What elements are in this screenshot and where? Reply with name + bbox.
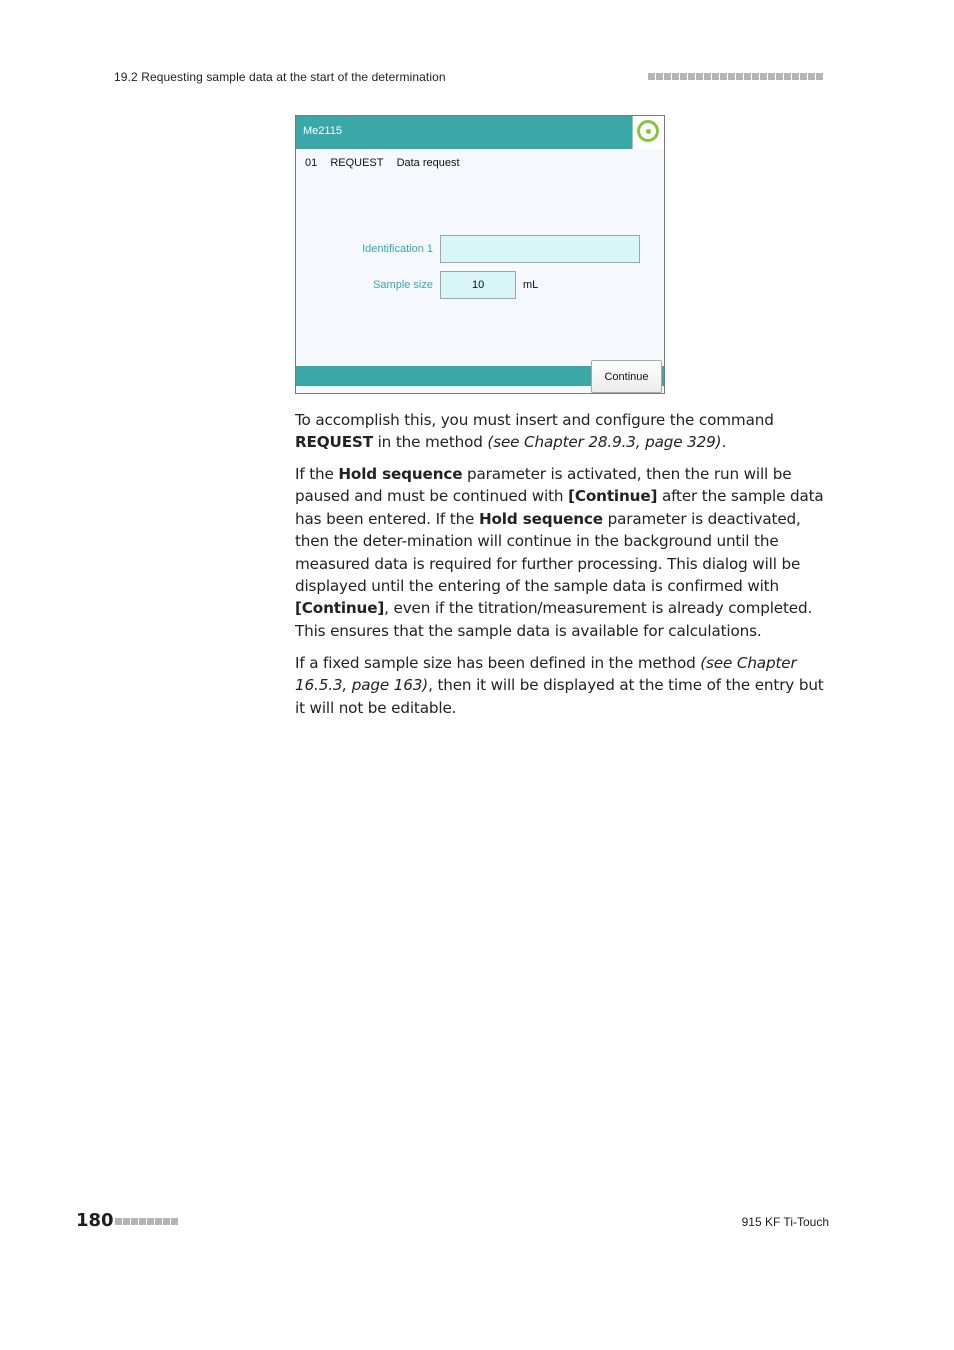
continue-button[interactable]: Continue (591, 360, 662, 393)
status-button[interactable] (632, 116, 664, 149)
device-titlebar (296, 116, 664, 149)
command-ref: REQUEST (295, 433, 373, 452)
sample-size-input[interactable]: 10 (440, 271, 516, 299)
chapter-link[interactable]: (see Chapter 16.5.3, page 163) (295, 654, 797, 695)
command-number: 01 (305, 157, 318, 169)
paragraph-1: To accomplish this, you must insert and configure the command REQUEST in the method (see Chapter 28.9.3, page 329). (295, 411, 774, 452)
paragraph-2: If the Hold sequence parameter is activated, then the run will be paused and must be continued with [Continue] after the sample data has been entered. If the Hold sequence parameter is deactivated, then the deter-mination will continue in the background until the measured data is required for further processing. This dialog will be displayed until the entering of the sample data is confirmed with [Continue], even if the titration/measurement is already completed. This ensures that the sample data is available for calculations. (295, 465, 824, 640)
product-name: 915 KF Ti-Touch (741, 1215, 829, 1229)
command-name: REQUEST (330, 157, 384, 169)
page-number: 180 (76, 1210, 114, 1231)
command-description: Data request (396, 157, 460, 169)
device-title: Me2115 (303, 125, 342, 137)
header-decoration (648, 73, 823, 80)
device-screen (295, 115, 665, 394)
sample-size-label: Sample size (373, 279, 433, 291)
paragraph-3: If a fixed sample size has been defined in the method (see Chapter 16.5.3, page 163), then it will be displayed at the time of the entry but it will not be editable. (295, 654, 824, 717)
identification-label: Identification 1 (362, 243, 433, 255)
sample-size-unit: mL (523, 279, 539, 291)
chapter-link[interactable]: (see Chapter 28.9.3, page 329) (487, 433, 722, 452)
command-line (305, 157, 470, 169)
identification-input[interactable] (440, 235, 640, 263)
status-dot-icon (646, 129, 651, 134)
section-header: 19.2 Requesting sample data at the start of the determination (114, 70, 446, 84)
footer-decoration (115, 1218, 178, 1225)
